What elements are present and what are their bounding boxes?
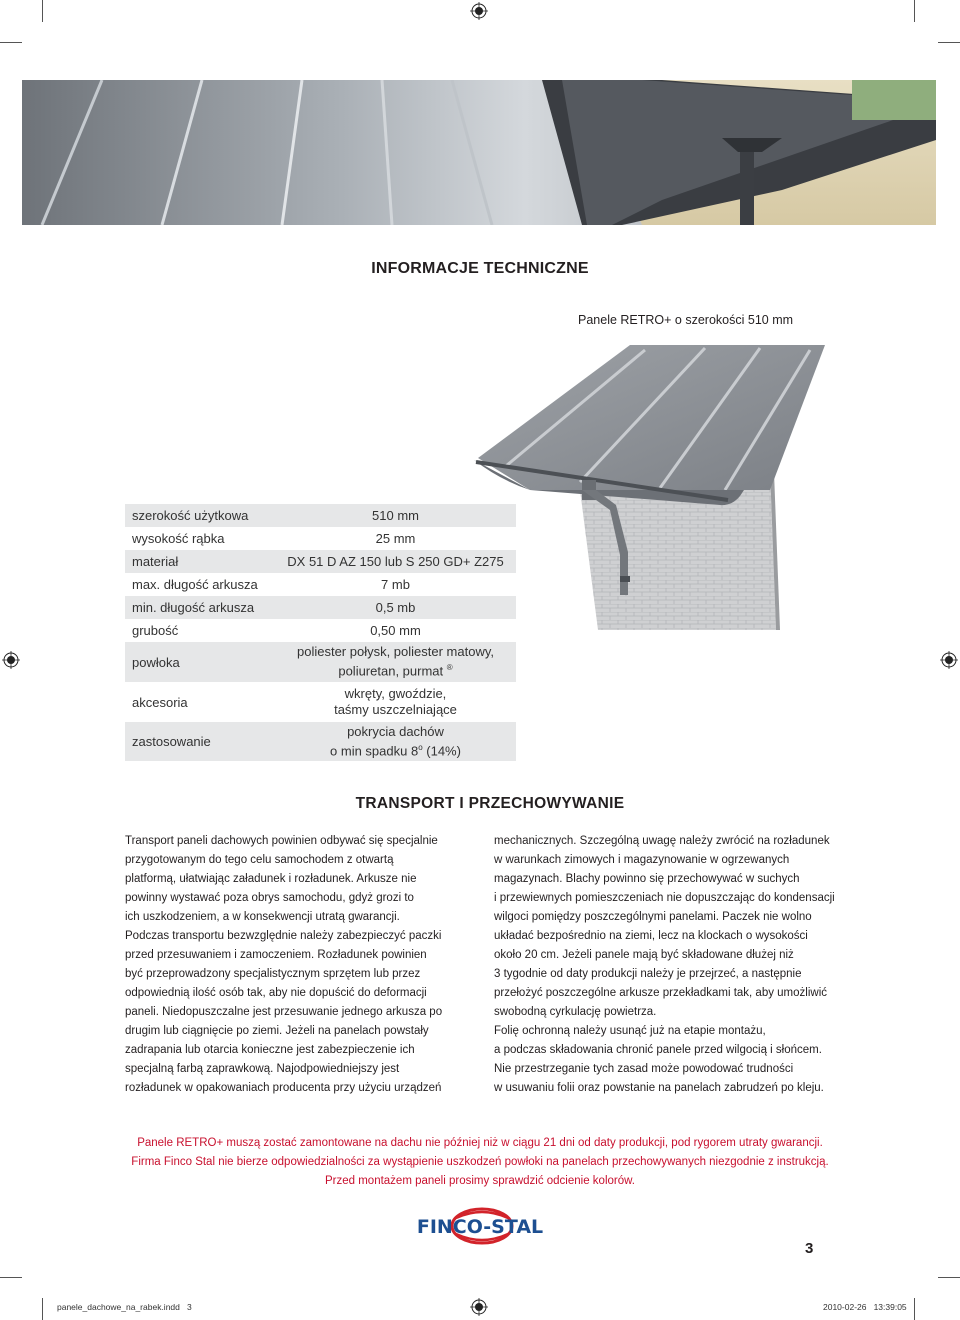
text-line: przełożyć poszczególne arkusze przekładkami tak, aby umożliwić: [494, 987, 828, 999]
text-line: powinny wystawać poza obrys samochodu, gdyż grozi to: [125, 892, 414, 904]
text-line: przygotowanym do tego celu samochodem z otwartą: [125, 854, 394, 866]
spec-row: [125, 682, 516, 722]
spec-table: [125, 504, 516, 761]
text-line: paneli. Niedopuszczalne jest przesuwanie jednego arkusza po: [125, 1006, 443, 1018]
footer-timestamp: 2010-02-26 13:39:05: [823, 1302, 907, 1312]
text-line: Folię ochronną należy usunąć już na etapie montażu,: [494, 1025, 766, 1037]
crop-mark: [938, 42, 960, 43]
degree-mark: o: [418, 742, 423, 752]
spec-value: 510 mm: [372, 507, 419, 523]
warning-line: Panele RETRO+ muszą zostać zamontowane na dachu nie później niż w ciągu 21 dni od daty produkcji, pod rygorem utraty gwarancji.: [137, 1137, 823, 1149]
spec-row: [125, 504, 516, 527]
text-line: około 20 cm. Jeżeli panele mają być składowane dłużej niż: [494, 949, 794, 961]
text-line: odpowiednią ilość osób tak, aby nie dopuścić do deformacji: [125, 987, 427, 999]
text-column-right: [494, 832, 839, 1098]
registration-mark-icon: [2, 651, 20, 669]
spec-value-line: [275, 660, 516, 679]
text-line: Podczas transportu bezwzględnie należy zabezpieczyć paczki: [125, 930, 442, 942]
spec-value: DX 51 D AZ 150 lub S 250 GD+ Z275: [287, 553, 504, 569]
spec-key: min. długość arkusza: [132, 600, 255, 615]
spec-key: akcesoria: [132, 694, 188, 710]
spec-value-line: taśmy uszczelniające: [334, 702, 457, 717]
spec-row: [125, 642, 516, 682]
warning-notice: [0, 1134, 960, 1191]
roof-photo: [22, 80, 936, 225]
text-line: rozładunek w opakowaniach producenta przy użyciu urządzeń: [125, 1082, 442, 1094]
text-line: specjalną farbą zaprawkową. Najodpowiedniejszy jest: [125, 1063, 400, 1075]
spec-value: 0,50 mm: [370, 622, 421, 638]
spec-value: 7 mb: [381, 576, 410, 592]
spec-row: [125, 527, 516, 550]
registration-mark-icon: [470, 2, 488, 20]
footer-filename: panele_dachowe_na_rabek.indd 3: [57, 1302, 192, 1312]
spec-value: [275, 686, 516, 718]
page-title: INFORMACJE TECHNICZNE: [371, 260, 589, 277]
text-line: w warunkach zimowych i magazynowanie w ogrzewanych: [494, 854, 790, 866]
text-line: i przewiewnych pomieszczeniach nie dopuszczając do kondensacji: [494, 892, 835, 904]
text-line: Transport paneli dachowych powinien odbywać się specjalnie: [125, 835, 438, 847]
spec-key: max. długość arkusza: [132, 577, 258, 592]
crop-mark: [0, 1277, 22, 1278]
spec-row: [125, 722, 516, 761]
spec-value-line: [275, 740, 516, 759]
text-line: zadrapania lub otarcia konieczne jest zabezpieczenie ich: [125, 1044, 415, 1056]
text-line: układać bezpośrednio na ziemi, lecz na klockach o wysokości: [494, 930, 808, 942]
warning-line: Firma Finco Stal nie bierze odpowiedzialności za wystąpienie uszkodzeń powłoki na panelach przechowywanych niezgodnie z instrukcją.: [131, 1156, 829, 1168]
crop-mark: [938, 1277, 960, 1278]
crop-mark: [42, 1298, 43, 1320]
finco-stal-logo: [410, 1206, 550, 1246]
crop-mark: [42, 0, 43, 22]
text-line: 3 tygodnie od daty produkcji należy je przejrzeć, a następnie: [494, 968, 802, 980]
spec-value: 0,5 mb: [375, 599, 416, 615]
text-line: drugim lub ciągnięcie po ziemi. Jeżeli na panelach powstały: [125, 1025, 429, 1037]
text-line: a podczas składowania chronić panele przed wilgocią i słońcem.: [494, 1044, 822, 1056]
page-number: 3: [805, 1240, 814, 1257]
spec-row: [125, 550, 516, 573]
text-line: swobodną cyrkulację powietrza.: [494, 1006, 657, 1018]
spec-key: grubość: [132, 623, 179, 638]
spec-value-text: o min spadku 8: [330, 743, 419, 759]
warning-line: Przed montażem paneli prosimy sprawdzić odcienie kolorów.: [324, 1175, 635, 1187]
spec-key: powłoka: [132, 654, 180, 670]
text-line: przed przesuwaniem i zamoczeniem. Rozładunek powinien: [125, 949, 427, 961]
spec-row: [125, 619, 516, 642]
spec-value-line: wkręty, gwoździe,: [344, 686, 447, 701]
text-column-left: [125, 832, 470, 1098]
crop-mark: [914, 0, 915, 22]
spec-value-text: poliuretan, purmat: [338, 663, 444, 679]
crop-mark: [0, 42, 22, 43]
spec-value-line: poliester połysk, poliester matowy,: [296, 644, 494, 660]
text-line: Nie przestrzeganie tych zasad może powodować trudności: [494, 1063, 794, 1075]
spec-key: szerokość użytkowa: [132, 508, 249, 523]
text-line: ich uszkodzeniem, a w konsekwencji utratą gwarancji.: [125, 911, 400, 923]
spec-value-text: (14%): [422, 743, 461, 759]
registration-mark-icon: [940, 651, 958, 669]
spec-value: [275, 724, 516, 759]
spec-value: [275, 644, 516, 679]
spec-value-line: pokrycia dachów: [347, 723, 444, 739]
spec-row: [125, 596, 516, 619]
roof-illustration: [470, 340, 840, 635]
text-line: mechanicznych. Szczególną uwagę należy zwrócić na rozładunek: [494, 835, 830, 847]
image-caption: Panele RETRO+ o szerokości 510 mm: [578, 313, 794, 327]
spec-row: [125, 573, 516, 596]
text-line: platformą, ułatwiając załadunek i rozładunek. Arkusze nie: [125, 873, 417, 885]
crop-mark: [914, 1298, 915, 1320]
spec-key: materiał: [132, 554, 179, 569]
text-line: być przeprowadzony specjalistycznym sprzętem lub przez: [125, 968, 421, 980]
registered-mark: ®: [446, 663, 453, 673]
text-line: wilgoci pomiędzy poszczególnymi panelami. Paczek nie wolno: [494, 911, 812, 923]
logo-text: FINCO-STAL: [416, 1216, 544, 1238]
text-line: magazynach. Blachy powinno się przechowywać w suchych: [494, 873, 800, 885]
section-title: TRANSPORT I PRZECHOWYWANIE: [355, 795, 625, 812]
spec-key: wysokość rąbka: [132, 531, 225, 546]
spec-key: zastosowanie: [132, 734, 211, 749]
registration-mark-icon: [470, 1298, 488, 1316]
text-line: w usuwaniu folii oraz powstanie na panelach zabrudzeń po kleju.: [494, 1082, 824, 1094]
spec-value: 25 mm: [375, 530, 416, 546]
